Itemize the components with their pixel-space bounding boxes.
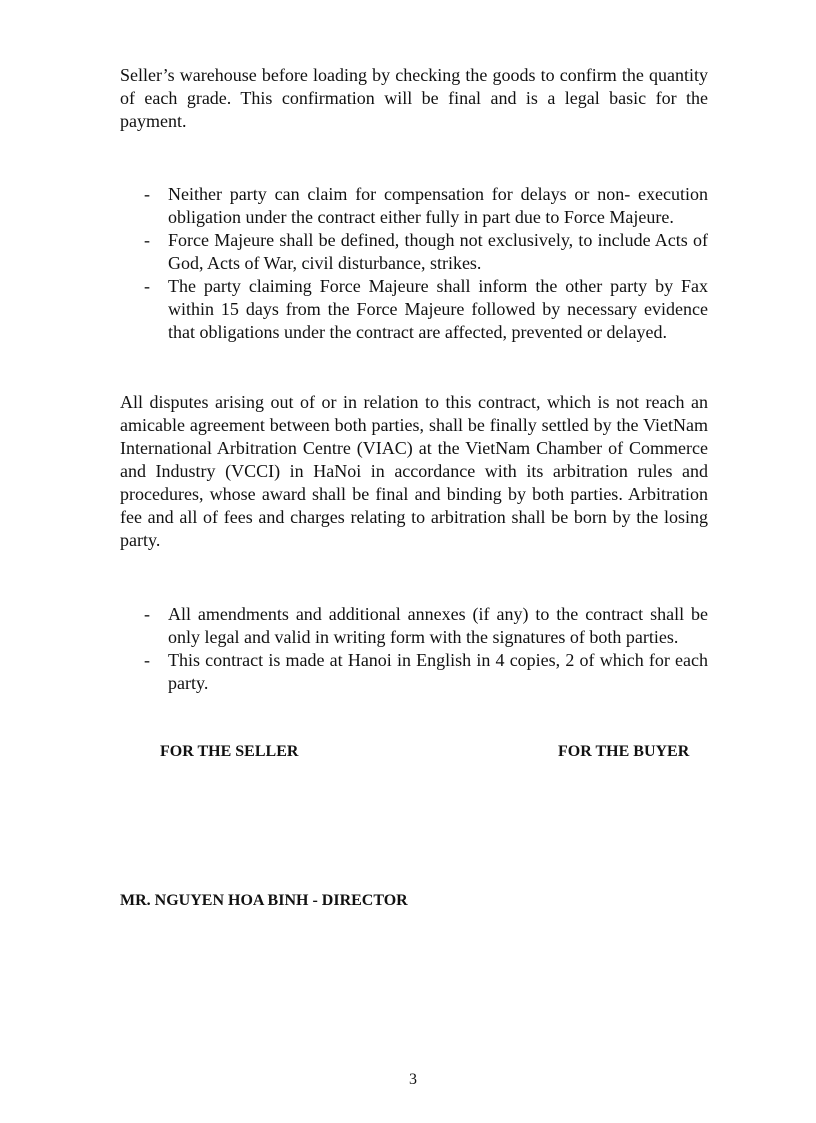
general-terms-list: [120, 603, 708, 695]
list-item: [120, 275, 708, 344]
bullet-dash: -: [144, 650, 150, 670]
list-item-text: All amendments and additional annexes (if any) to the contract shall be only legal and valid in writing form with the signatures of both parties.: [168, 604, 708, 647]
page-number: 3: [409, 1071, 417, 1088]
intro-paragraph: Seller’s warehouse before loading by checking the goods to confirm the quantity of each grade. This confirmation will be final and is a legal basic for the payment.: [120, 65, 708, 131]
bullet-dash: -: [144, 184, 150, 204]
seller-signatory-name: MR. NGUYEN HOA BINH - DIRECTOR: [120, 892, 408, 909]
force-majeure-list: [120, 183, 708, 344]
bullet-dash: -: [144, 604, 150, 624]
buyer-signature-label: FOR THE BUYER: [558, 743, 690, 760]
list-item-text: The party claiming Force Majeure shall inform the other party by Fax within 15 days from the Force Majeure followed by necessary evidence that obligations under the contract are affected, prevented or delayed.: [168, 276, 708, 342]
list-item: [120, 649, 708, 695]
bullet-dash: -: [144, 276, 150, 296]
list-item-text: This contract is made at Hanoi in English in 4 copies, 2 of which for each party.: [168, 650, 708, 693]
list-item-text: Force Majeure shall be defined, though not exclusively, to include Acts of God, Acts of War, civil disturbance, strikes.: [168, 230, 708, 273]
list-item: [120, 603, 708, 649]
list-item: [120, 183, 708, 229]
arbitration-paragraph: All disputes arising out of or in relation to this contract, which is not reach an amicable agreement between both parties, shall be finally settled by the VietNam International Arbitration Centre (VIAC) at the VietNam Chamber of Commerce and Industry (VCCI) in HaNoi in accordance with its arbitration rules and procedures, whose award shall be final and binding by both parties. Arbitration fee and all of fees and charges relating to arbitration shall be born by the losing party.: [120, 392, 708, 550]
list-item-text: Neither party can claim for compensation for delays or non- execution obligation under the contract either fully in part due to Force Majeure.: [168, 184, 708, 227]
seller-signature-label: FOR THE SELLER: [160, 743, 299, 760]
bullet-dash: -: [144, 230, 150, 250]
list-item: [120, 229, 708, 275]
